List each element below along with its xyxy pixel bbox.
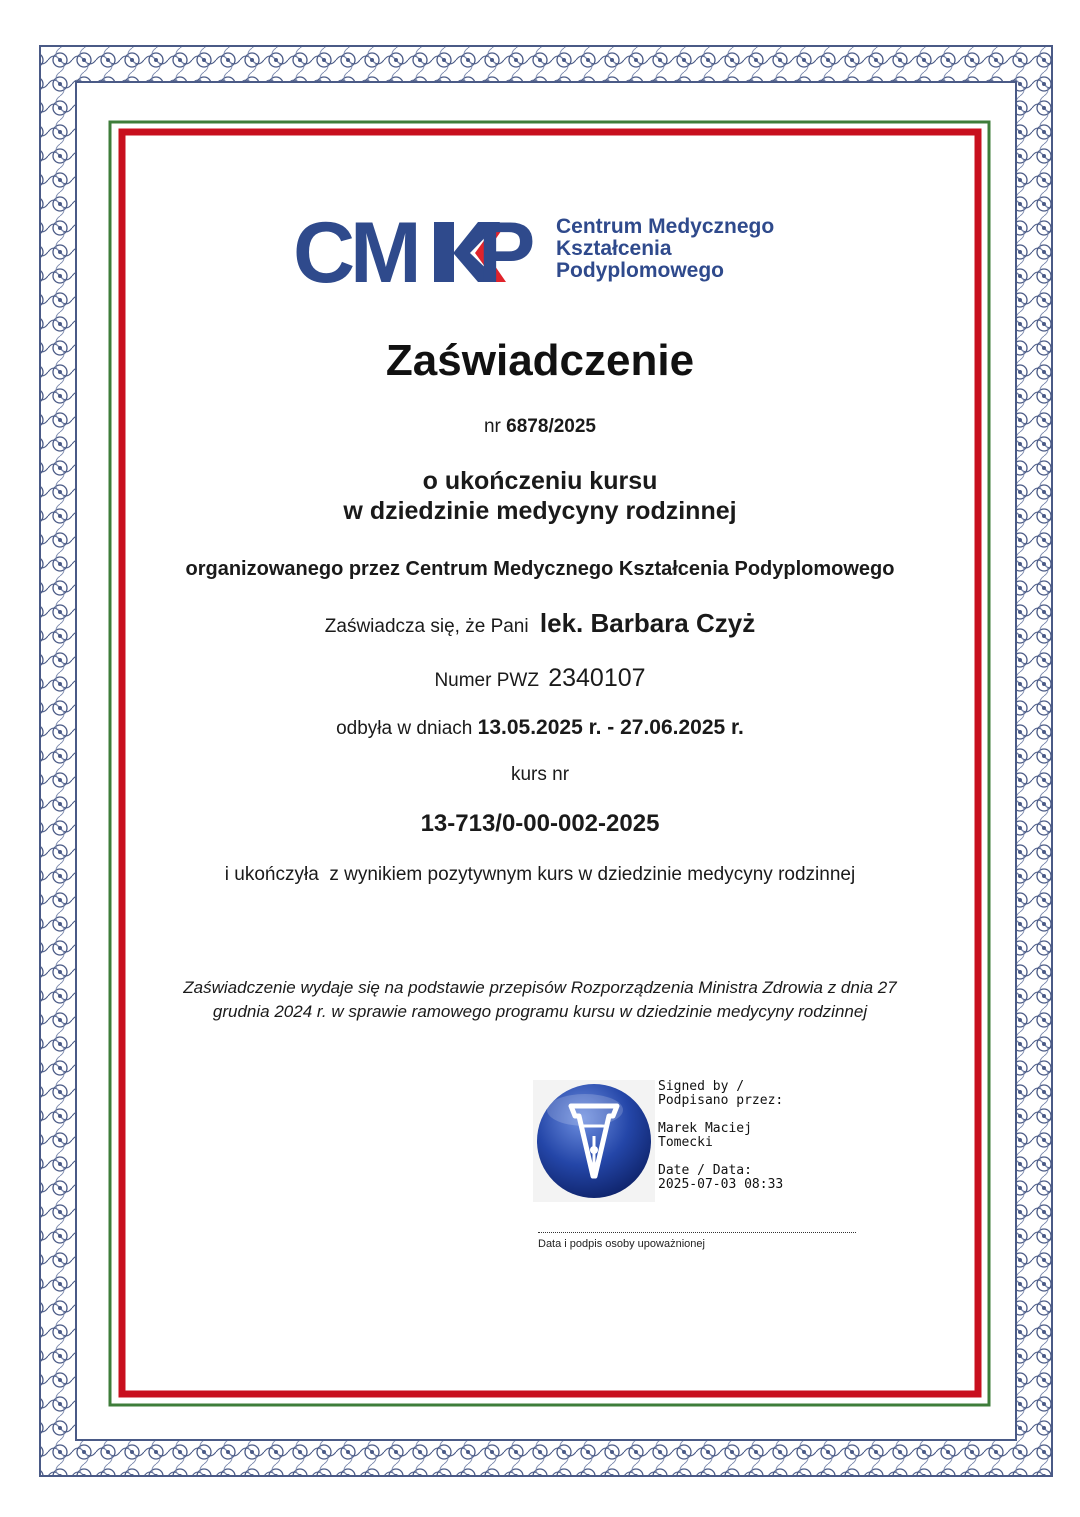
- legal-basis-line: Zaświadczenie wydaje się na podstawie przepisów Rozporządzenia Ministra Zdrowia z dnia 27: [183, 978, 897, 997]
- person-line: [0, 608, 1080, 639]
- logo-institution-name: [556, 216, 774, 282]
- person-name: lek. Barbara Czyż: [539, 608, 756, 638]
- subtitle-line: o ukończeniu kursu: [422, 467, 658, 495]
- digital-signature-info: [658, 1080, 783, 1192]
- certificate-number-value: 6878/2025: [506, 416, 596, 437]
- logo-letter-p: P: [478, 205, 536, 301]
- certificate-number: [0, 416, 1080, 438]
- signature-date-label: Date / Data:: [658, 1163, 752, 1178]
- person-intro: Zaświadcza się, że Pani: [324, 616, 529, 637]
- logo-letter-c: C: [293, 205, 356, 301]
- logo-name-line: Centrum Medycznego: [556, 215, 775, 238]
- signed-by-line: Signed by /: [658, 1079, 745, 1094]
- pen-nib-icon: [533, 1080, 655, 1202]
- logo-name-line: Kształcenia: [556, 237, 672, 260]
- certificate-number-label: nr: [483, 416, 501, 437]
- course-dates-line: [0, 716, 1080, 740]
- signer-name-line: Marek Maciej: [658, 1121, 752, 1136]
- pwz-label: Numer PWZ: [434, 670, 539, 691]
- legal-basis: [0, 976, 1080, 1024]
- subtitle-line: w dziedzinie medycyny rodzinnej: [343, 497, 737, 525]
- signature-caption: Data i podpis osoby upoważnionej: [538, 1238, 705, 1250]
- signed-by-line: Podpisano przez:: [658, 1093, 784, 1108]
- logo-letter-m: M: [350, 205, 422, 301]
- completion-line: i ukończyła z wynikiem pozytywnym kurs w dziedzinie medycyny rodzinnej: [224, 864, 856, 885]
- pwz-line: [0, 664, 1080, 693]
- organizer-line: organizowanego przez Centrum Medycznego Kształcenia Podyplomowego: [185, 558, 895, 580]
- signature-date-value: 2025-07-03 08:33: [658, 1177, 784, 1192]
- dates-value: 13.05.2025 r. - 27.06.2025 r.: [477, 716, 744, 739]
- course-number: 13-713/0-00-002-2025: [420, 810, 660, 837]
- certificate-subtitle: [0, 466, 1080, 526]
- signer-name-line: Tomecki: [658, 1135, 713, 1150]
- legal-basis-line: grudnia 2024 r. w sprawie ramowego programu kursu w dziedzinie medycyny rodzinnej: [212, 1002, 868, 1021]
- pwz-value: 2340107: [548, 664, 646, 692]
- course-number-label: kurs nr: [510, 764, 570, 785]
- dates-intro: odbyła w dniach: [336, 718, 473, 739]
- certificate-title: Zaświadczenie: [385, 336, 695, 385]
- signature-line: [538, 1232, 856, 1233]
- logo-name-line: Podyplomowego: [556, 259, 724, 282]
